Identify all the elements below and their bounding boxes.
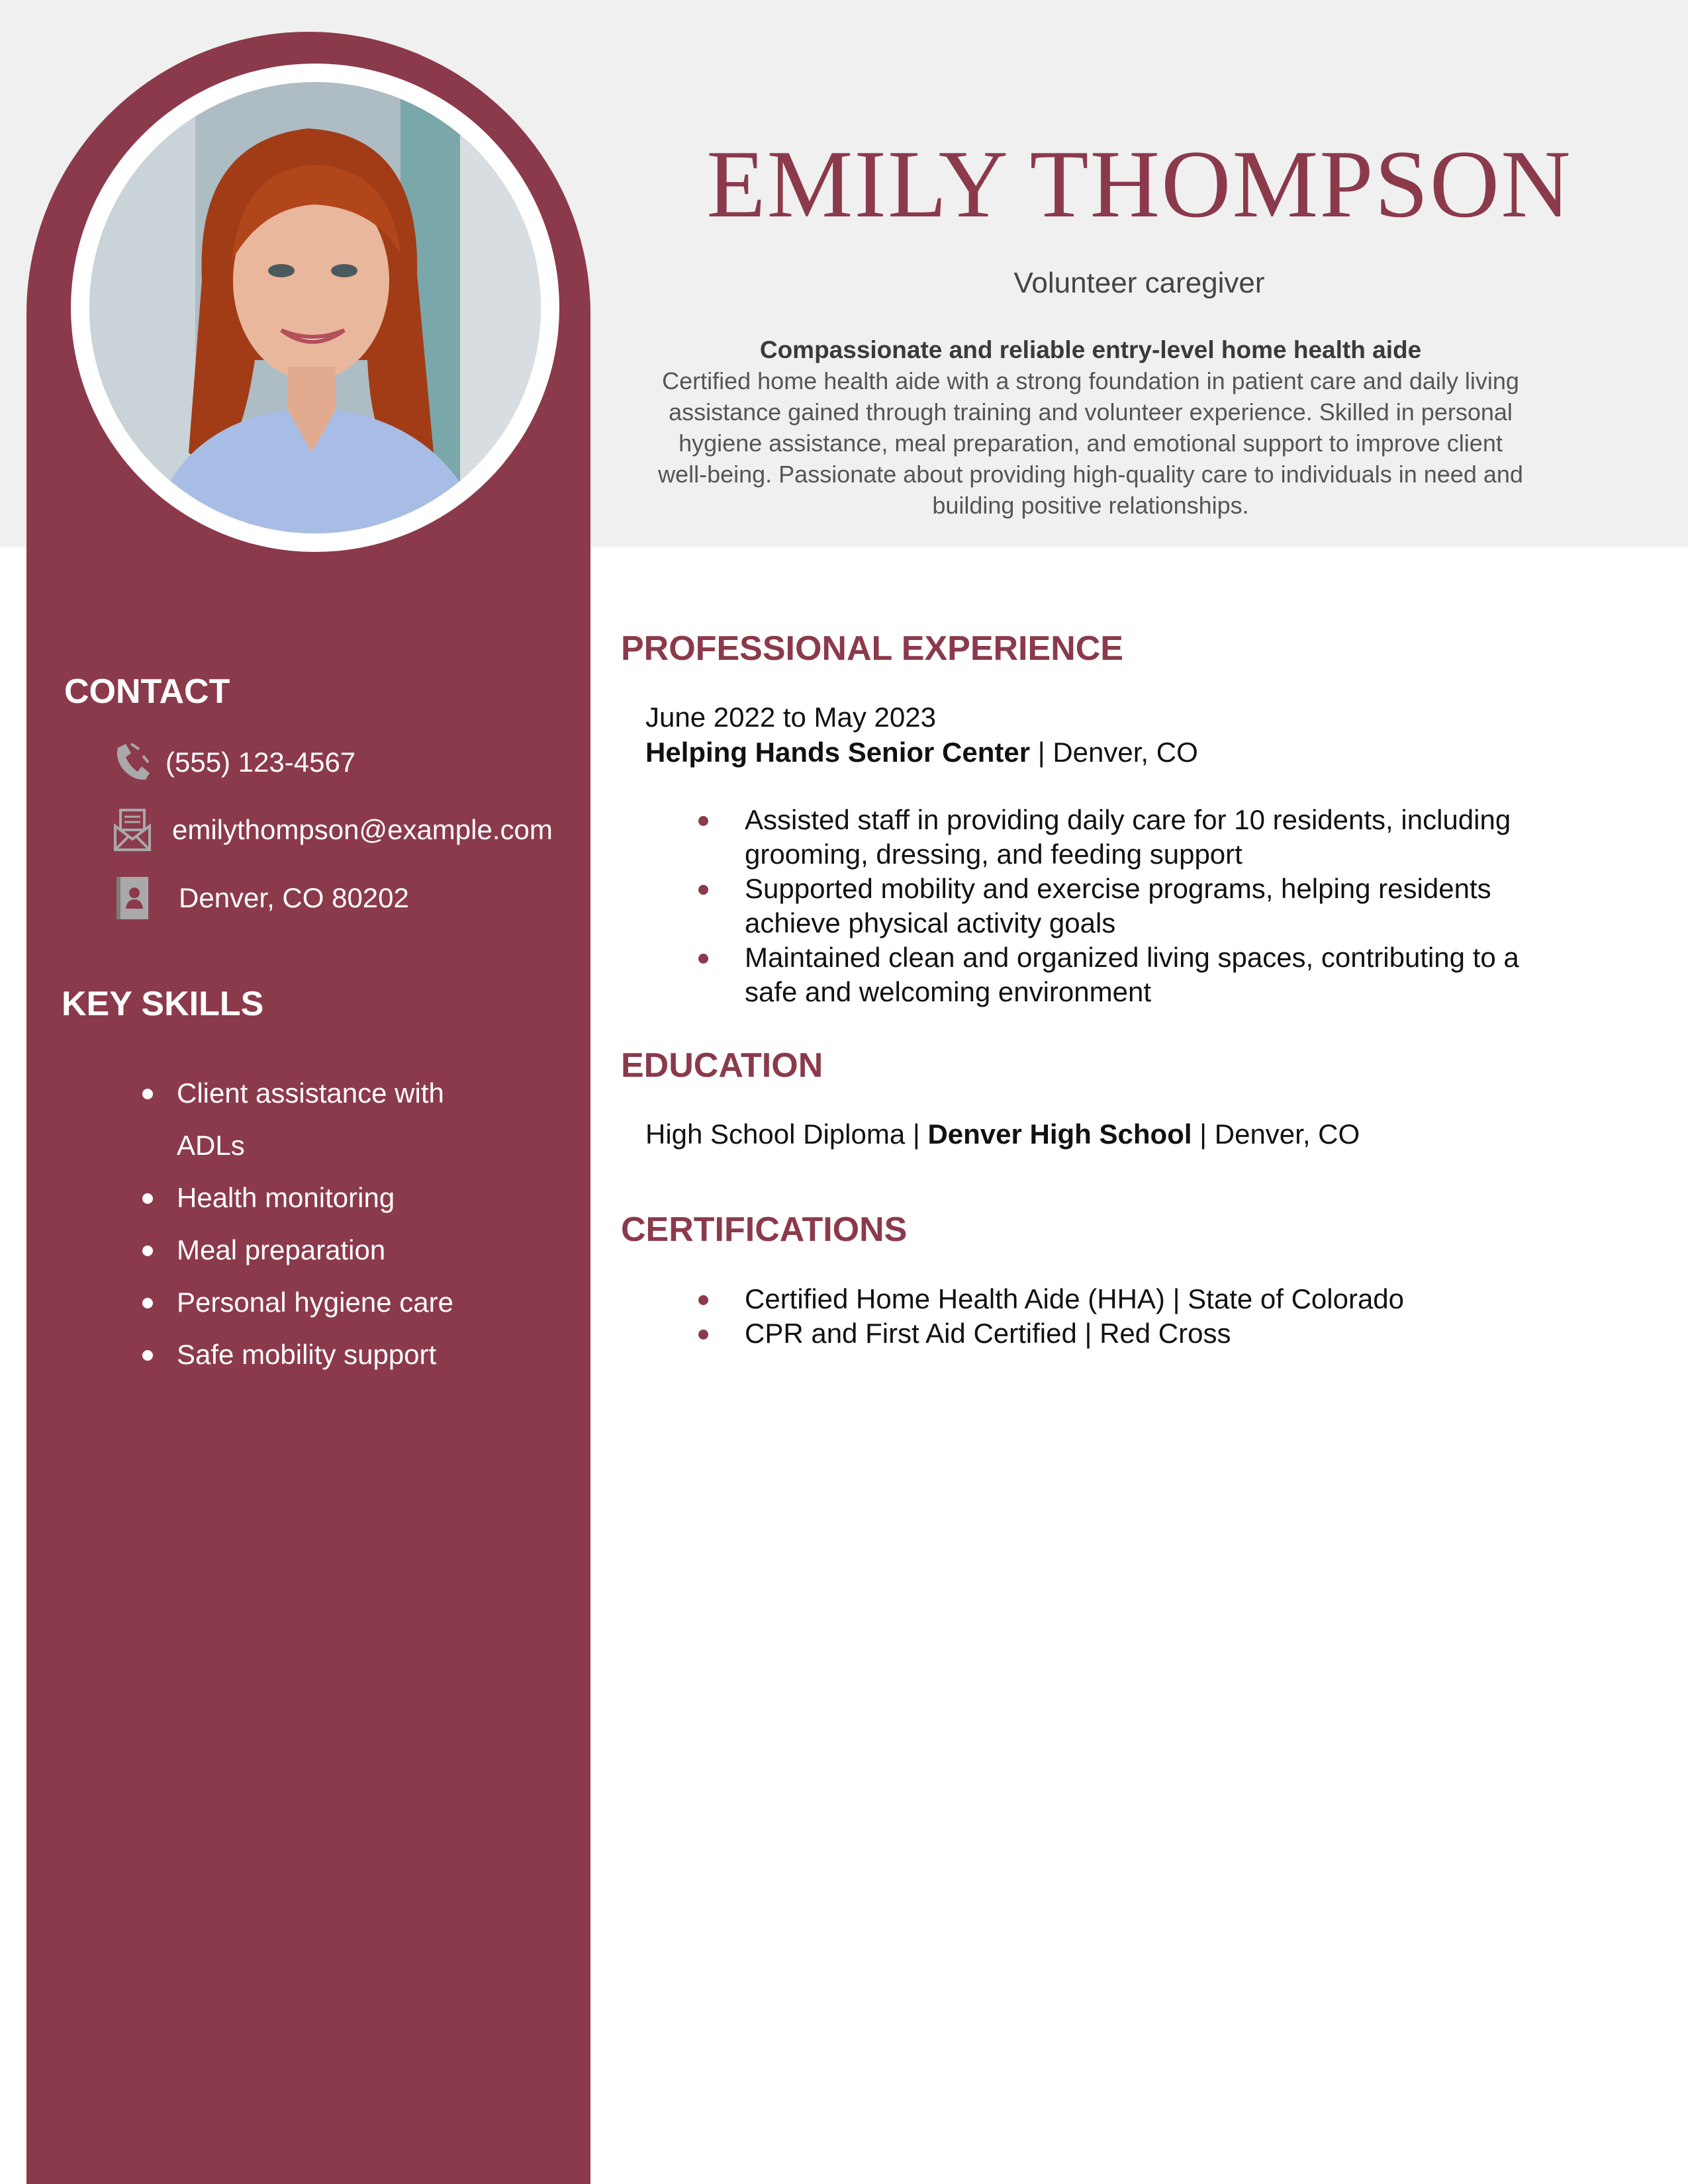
certification-item: Certified Home Health Aide (HHA) | State of Colorado	[695, 1282, 1556, 1316]
certifications-list	[695, 1282, 1556, 1351]
experience-employer: Helping Hands Senior Center	[645, 737, 1031, 768]
phone-icon	[113, 740, 152, 785]
profile-photo-illustration	[89, 82, 541, 533]
experience-employer-line	[645, 737, 1198, 768]
summary-block	[652, 334, 1529, 521]
experience-bullets	[695, 803, 1556, 1009]
profile-photo	[89, 82, 541, 533]
contact-address: Denver, CO 80202	[179, 882, 409, 913]
certifications-heading: CERTIFICATIONS	[621, 1210, 908, 1249]
skills-list	[136, 1067, 506, 1381]
contact-phone-row	[113, 740, 355, 785]
address-book-icon	[113, 876, 152, 921]
experience-bullet: Assisted staff in providing daily care for 10 residents, including grooming, dressing, and feeding support	[695, 803, 1556, 872]
email-icon	[113, 807, 152, 852]
education-line	[645, 1118, 1360, 1150]
experience-bullet: Supported mobility and exercise programs, helping residents achieve physical activity goals	[695, 872, 1556, 940]
education-school: Denver High School	[927, 1118, 1192, 1150]
skills-heading: KEY SKILLS	[62, 985, 264, 1023]
education-location: | Denver, CO	[1192, 1118, 1360, 1150]
summary-heading: Compassionate and reliable entry-level home health aide	[759, 336, 1422, 363]
skill-item: Client assistance with ADLs	[136, 1067, 506, 1171]
skill-item: Meal preparation	[136, 1224, 506, 1276]
experience-heading: PROFESSIONAL EXPERIENCE	[621, 629, 1123, 668]
education-degree: High School Diploma |	[645, 1118, 928, 1150]
education-heading: EDUCATION	[621, 1046, 823, 1085]
candidate-name: EMILY THOMPSON	[706, 130, 1572, 238]
contact-email[interactable]: emilythompson@example.com	[172, 814, 553, 845]
experience-dates: June 2022 to May 2023	[645, 702, 936, 733]
experience-bullet: Maintained clean and organized living spaces, contributing to a safe and welcoming environment	[695, 940, 1556, 1009]
contact-address-row	[113, 876, 409, 921]
contact-phone[interactable]: (555) 123-4567	[165, 747, 356, 778]
experience-location: | Denver, CO	[1030, 737, 1198, 768]
contact-heading: CONTACT	[64, 672, 230, 711]
skill-item: Personal hygiene care	[136, 1276, 506, 1328]
summary-text: Certified home health aide with a strong foundation in patient care and daily living assistance gained through training and volunteer experience. Skilled in personal hygiene assistance, meal preparation, and emotional support to improve client well-being. Passionate about providing high-quality care to individuals in need and building positive relationships.	[658, 367, 1523, 519]
certification-item: CPR and First Aid Certified | Red Cross	[695, 1316, 1556, 1351]
contact-email-row	[113, 807, 553, 852]
skill-item: Health monitoring	[136, 1171, 506, 1224]
skill-item: Safe mobility support	[136, 1328, 506, 1381]
job-title: Volunteer caregiver	[1013, 267, 1265, 299]
